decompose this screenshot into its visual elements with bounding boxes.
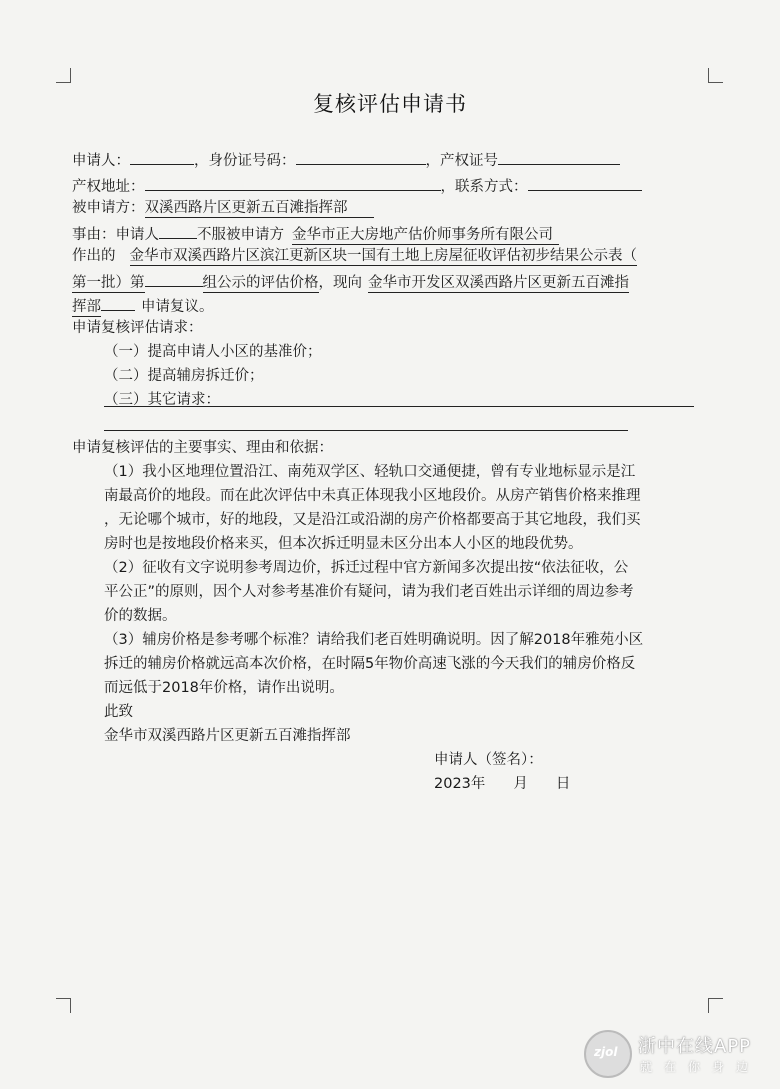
date-day: 日 xyxy=(555,776,571,792)
target-blank xyxy=(101,294,135,311)
app-watermark xyxy=(584,1026,774,1080)
matter-line-2 xyxy=(72,246,637,266)
matter-line-1 xyxy=(72,222,559,245)
facts-heading: 申请复核评估的主要事实、理由和依据： xyxy=(72,440,333,456)
property-address-line xyxy=(72,174,642,197)
property-addr-blank xyxy=(145,174,441,191)
watermark-slogan: 就在你身边 xyxy=(640,1060,761,1074)
matter-refuse: 不服被申请方 xyxy=(197,227,284,243)
facts-p3-line-1: （3）辅房价格是参考哪个标准？请给我们老百姓明确说明。因了解2018年雅苑小区 xyxy=(104,632,644,648)
closing-salute: 此致 xyxy=(104,704,133,720)
facts-p2-line-2: 平公正”的原则，因个人对参考基准价有疑问，请为我们老百姓出示详细的周边参考 xyxy=(104,584,634,600)
corner-mark-top-left xyxy=(56,68,71,83)
target-part2: 挥部 xyxy=(72,299,101,315)
zjol-logo-icon: zjol xyxy=(584,1030,632,1078)
corner-mark-top-right xyxy=(708,68,723,83)
date-year: 2023年 xyxy=(434,776,486,792)
corner-mark-bottom-right xyxy=(708,998,723,1013)
corner-mark-bottom-left xyxy=(56,998,71,1013)
request-item-3: （三）其它请求： xyxy=(104,392,220,408)
appraisal-agency: 金华市正大房地产估价师事务所有限公司 xyxy=(292,227,559,245)
facts-p1-line-4: 房时也是按地段价格来买，但本次拆迁明显未区分出本人小区的地段优势。 xyxy=(104,536,583,552)
facts-p1-line-2: 南最高价的地段。而在此次评估中未真正体现我小区地段价。从房产销售价格来推理 xyxy=(104,488,641,504)
facts-p2-line-1: （2）征收有文字说明参考周边价，拆迁过程中官方新闻多次提出按“依法征收，公 xyxy=(104,560,629,576)
property-addr-label: 产权地址： xyxy=(72,179,145,195)
facts-p2-line-3: 价的数据。 xyxy=(104,608,177,624)
matter-to: ，现向 xyxy=(318,275,362,291)
matter-lead: 事由：申请人 xyxy=(72,227,159,243)
respondent-value: 双溪西路片区更新五百滩指挥部 xyxy=(145,200,374,218)
request-blank-line xyxy=(104,430,628,431)
closing-recipient: 金华市双溪西路片区更新五百滩指挥部 xyxy=(104,728,351,744)
date-month: 月 xyxy=(513,776,528,792)
publicity-doc-part2b: 组公示的评估价格 xyxy=(202,275,319,291)
document-title: 复核评估申请书 xyxy=(313,92,467,116)
target-part1: 金华市开发区双溪西路片区更新五百滩指 xyxy=(368,275,629,291)
respondent-label: 被申请方： xyxy=(72,200,145,216)
request-item-1: （一）提高申请人小区的基准价； xyxy=(104,344,322,360)
facts-p1-line-3: ，无论哪个城市，好的地段，又是沿江或沿湖的房产价格都要高于其它地段，我们买 xyxy=(104,512,641,528)
facts-p3-line-3: 而远低于2018年价格，请作出说明。 xyxy=(104,680,344,696)
matter-line-4 xyxy=(72,294,214,317)
group-number-blank xyxy=(145,270,203,287)
facts-p1-line-1: （1）我小区地理位置沿江、南苑双学区、轻轨口交通便捷，曾有专业地标显示是江 xyxy=(104,464,636,480)
respondent-line xyxy=(72,198,374,218)
matter-end: 申请复议。 xyxy=(141,299,214,315)
request-item-3-underline xyxy=(104,406,694,407)
signature-label: 申请人（签名）： xyxy=(434,752,543,768)
matter-line-3 xyxy=(72,270,629,293)
contact-blank xyxy=(528,174,642,191)
id-label: ，身份证号码： xyxy=(194,153,296,169)
applicant-line xyxy=(72,148,620,171)
applicant-blank xyxy=(130,148,194,165)
date-line xyxy=(434,774,570,794)
publicity-doc-part1: 金华市双溪西路片区滨江更新区块一国有土地上房屋征收评估初步结果公示表（ xyxy=(129,248,637,264)
property-cert-blank xyxy=(498,148,620,165)
watermark-app-name: 浙中在线APP xyxy=(638,1036,752,1057)
requests-heading: 申请复核评估请求： xyxy=(72,320,203,336)
applicant-label: 申请人： xyxy=(72,153,130,169)
matter-made-by: 作出的 xyxy=(72,248,116,264)
id-blank xyxy=(296,148,426,165)
request-item-2: （二）提高辅房拆迁价； xyxy=(104,368,264,384)
publicity-doc-part2a: 第一批）第 xyxy=(72,275,145,291)
facts-p3-line-2: 拆迁的辅房价格就远高本次价格，在时隔5年物价高速飞涨的今天我们的辅房价格反 xyxy=(104,656,636,672)
property-cert-label: ，产权证号 xyxy=(425,153,498,169)
contact-label: ，联系方式： xyxy=(440,179,528,195)
applicant-name-blank xyxy=(159,222,197,239)
